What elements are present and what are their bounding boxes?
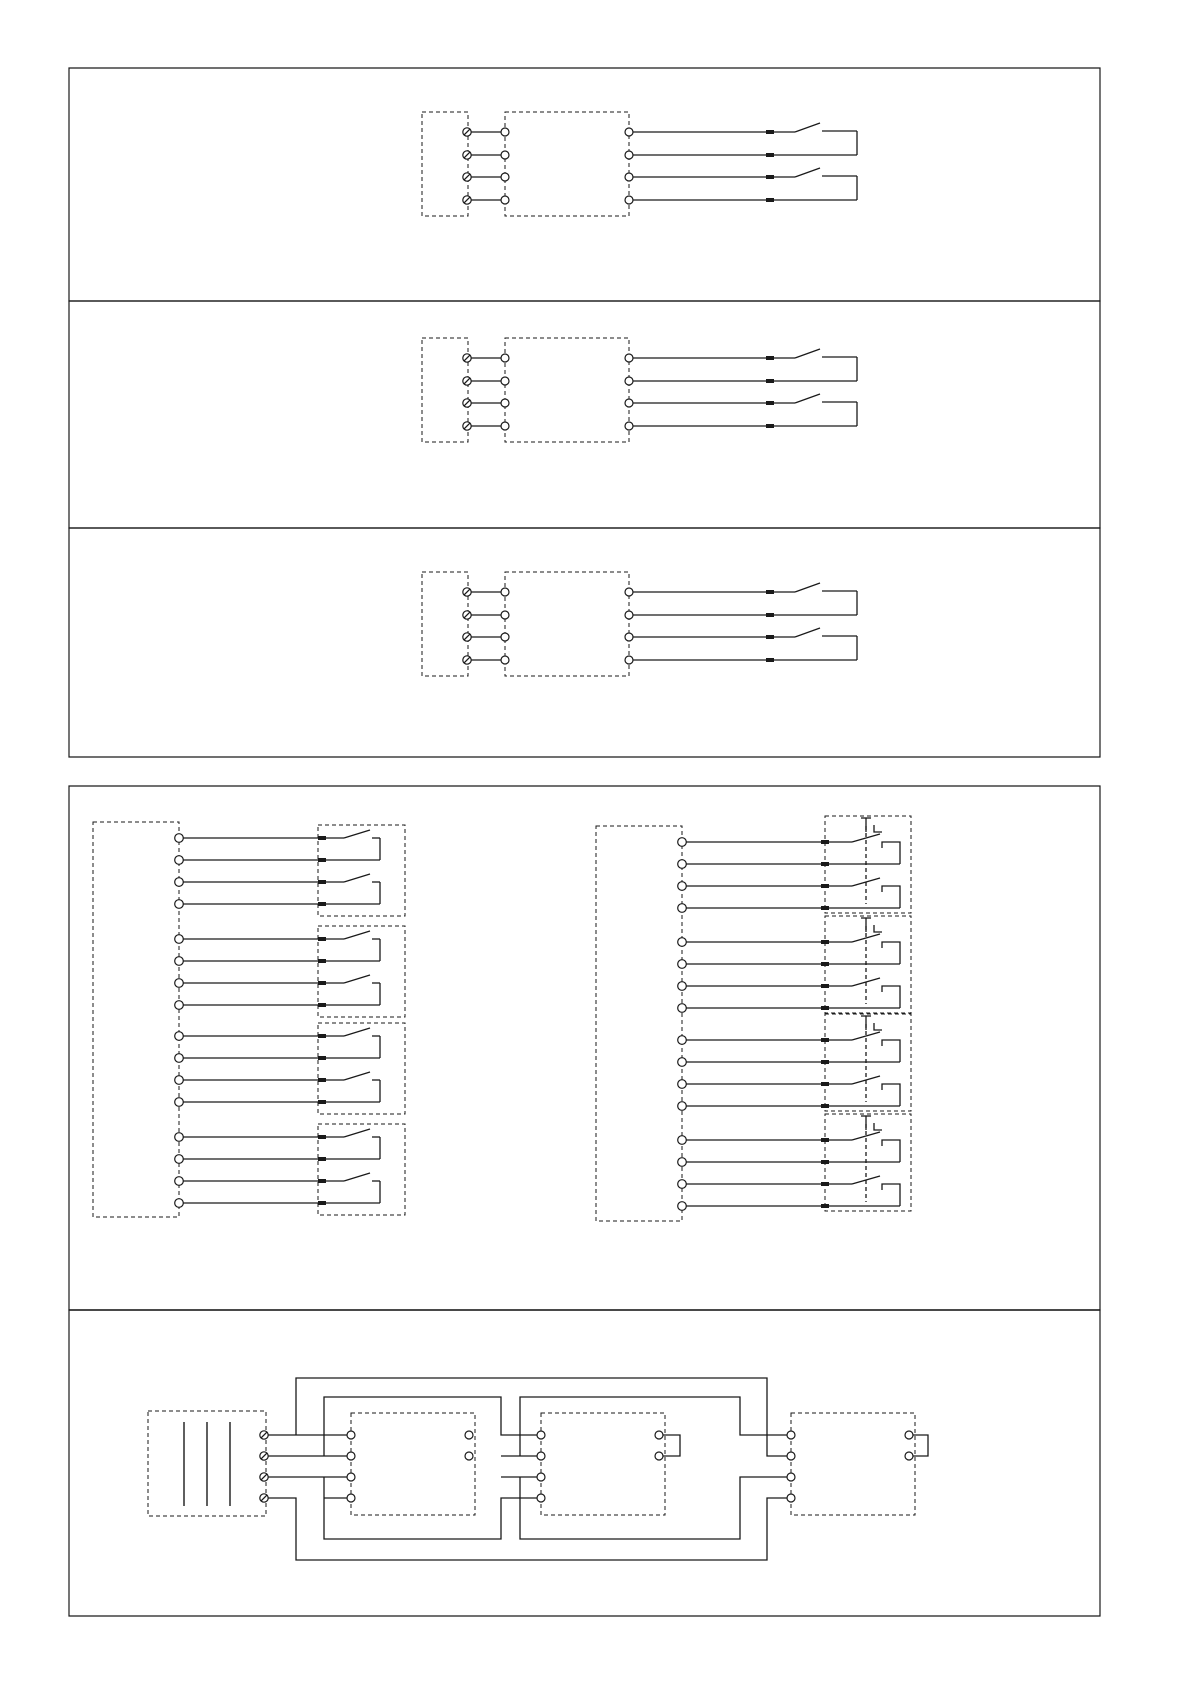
switch-contact-blade [344,1072,370,1080]
contact-group-enclosure [318,926,405,1017]
connector-block [821,840,829,844]
bus-wire-inner-top [324,1397,537,1456]
connector-block [766,130,774,134]
loop-wire [882,1084,900,1106]
module-input-terminal [787,1494,795,1502]
module-input-terminal [347,1452,355,1460]
screw-terminal [463,196,471,204]
connector-block [766,153,774,157]
switch-contact-blade [795,583,820,592]
bank-terminal [175,957,184,966]
bank-terminal [175,935,184,944]
screw-terminal [463,377,471,385]
module-input-terminal [537,1452,545,1460]
controller-input-terminal [501,196,509,204]
controller-output-terminal [625,377,633,385]
bank-terminal [175,1155,184,1164]
connector-block [766,401,774,405]
chain-module [537,1413,665,1515]
connector-block [318,836,326,840]
controller-output-terminal [625,173,633,181]
bank-terminal [678,838,687,847]
button-spring [874,825,882,832]
pushbutton-actuator [861,918,882,932]
connector-block [766,658,774,662]
pushbutton-group [678,1114,911,1211]
switch-contact-blade [344,830,370,838]
screw-terminal [463,128,471,136]
connector-block [318,858,326,862]
bank-controller-enclosure [93,822,179,1217]
switch-contact-blade [795,349,820,358]
connector-block [821,940,829,944]
bank-terminal [175,1001,184,1010]
bank-terminal [678,1136,687,1145]
terminal-strip-enclosure [422,572,468,676]
bank-terminal [678,860,687,869]
switch-contact-blade [344,874,370,882]
chain-module [787,1413,915,1515]
controller-output-terminal [625,422,633,430]
pushbutton-group [678,1014,911,1111]
loop-wire [882,942,900,964]
controller-input-terminal [501,656,509,664]
bank-terminal [678,960,687,969]
panel-5-daisy-chain [148,1378,928,1560]
screw-terminal [463,399,471,407]
module-output-terminal [655,1431,663,1439]
connector-block [766,613,774,617]
connector-block [821,1038,829,1042]
controller-output-terminal [625,196,633,204]
screw-terminal [260,1431,268,1439]
module-output-terminal [655,1452,663,1460]
connector-block [318,1100,326,1104]
screw-terminal [463,633,471,641]
bank-terminal [175,1076,184,1085]
loop-wire [882,1184,900,1206]
bus-wire-mid-top [520,1397,787,1456]
connector-block [318,1078,326,1082]
module-input-terminal [537,1431,545,1439]
panel-5-frame [69,1310,1100,1616]
pushbutton-actuator [861,818,882,832]
panel-3-controller-circuit [422,572,857,676]
screw-terminal [463,656,471,664]
connector-block [318,1201,326,1205]
connector-block [318,1056,326,1060]
end-jumper [663,1435,680,1456]
panel-1-controller-circuit [422,112,857,216]
screw-terminal [260,1452,268,1460]
pushbutton-actuator [861,1016,882,1030]
button-spring [874,925,882,932]
contact-group [175,1124,405,1215]
module-input-terminal [787,1431,795,1439]
loop-wire [882,986,900,1008]
bank-terminal [678,982,687,991]
module-input-terminal [347,1431,355,1439]
module-output-terminal [465,1431,473,1439]
bank-terminal [175,834,184,843]
panel-3-frame [69,528,1100,757]
controller-output-terminal [625,611,633,619]
module-input-terminal [347,1494,355,1502]
connector-block [318,959,326,963]
connector-block [766,635,774,639]
connector-block [821,884,829,888]
pushbutton-actuator [861,1116,882,1130]
button-spring [874,1023,882,1030]
screw-terminal [463,588,471,596]
module-enclosure [541,1413,665,1515]
button-spring [874,1123,882,1130]
controller-output-terminal [625,151,633,159]
module-input-terminal [787,1452,795,1460]
switch-contact-blade [344,1173,370,1181]
controller-enclosure [505,112,629,216]
panel-frames [69,68,1100,1616]
controller-output-terminal [625,588,633,596]
panel-1-frame [69,68,1100,301]
controller-input-terminal [501,151,509,159]
connector-block [318,1157,326,1161]
right-pushbutton-bank [596,816,911,1221]
connector-block [318,937,326,941]
bank-terminal [678,1036,687,1045]
bank-controller-enclosure [596,826,682,1221]
controller-input-terminal [501,422,509,430]
module-input-terminal [787,1473,795,1481]
screw-terminal [260,1473,268,1481]
screw-terminal [463,422,471,430]
panel-2-controller-circuit [422,338,857,442]
connector-block [766,590,774,594]
connector-block [318,1034,326,1038]
connector-block [821,906,829,910]
connector-block [318,880,326,884]
module-output-terminal [905,1431,913,1439]
connector-block [766,379,774,383]
switch-contact-blade [795,628,820,637]
bank-terminal [678,1058,687,1067]
controller-input-terminal [501,588,509,596]
bus-wire-mid-bottom [520,1477,787,1539]
panel-4-contact-banks [93,816,911,1221]
controller-input-terminal [501,399,509,407]
controller-input-terminal [501,173,509,181]
connector-block [766,175,774,179]
bank-terminal [175,1032,184,1041]
terminal-strip-enclosure [422,338,468,442]
controller-enclosure [505,338,629,442]
connector-block [821,1082,829,1086]
switch-contact-blade [795,123,820,132]
connector-block [766,198,774,202]
contact-group [175,926,405,1017]
module-input-terminal [537,1494,545,1502]
panel-4-frame [69,786,1100,1310]
bank-terminal [678,1080,687,1089]
bank-terminal [678,938,687,947]
controller-output-terminal [625,633,633,641]
left-contact-bank [93,822,405,1217]
module-output-terminal [465,1452,473,1460]
bank-terminal [175,1199,184,1208]
bank-terminal [678,904,687,913]
contact-group [175,825,405,916]
loop-wire [882,1040,900,1062]
bank-terminal [678,882,687,891]
loop-wire [882,886,900,908]
supply-unit [148,1411,268,1516]
screw-terminal [463,151,471,159]
bank-terminal [678,1202,687,1211]
bank-terminal [175,979,184,988]
bus-wire-inner-bottom [324,1477,537,1539]
controller-output-terminal [625,656,633,664]
controller-input-terminal [501,633,509,641]
module-input-terminal [537,1473,545,1481]
connector-block [821,962,829,966]
screw-terminal [260,1494,268,1502]
screw-terminal [463,173,471,181]
terminal-strip-enclosure [422,112,468,216]
bank-terminal [678,1180,687,1189]
controller-input-terminal [501,611,509,619]
connector-block [821,1104,829,1108]
connector-block [821,984,829,988]
switch-contact-blade [344,1028,370,1036]
pushbutton-group [678,816,911,913]
controller-output-terminal [625,128,633,136]
connector-block [821,862,829,866]
connector-block [766,356,774,360]
switch-contact-blade [344,1129,370,1137]
connector-block [821,1006,829,1010]
bank-terminal [678,1102,687,1111]
switch-contact-blade [344,975,370,983]
connector-block [821,1060,829,1064]
loop-wire [882,842,900,864]
controller-enclosure [505,572,629,676]
pushbutton-group [678,916,911,1013]
bank-terminal [175,1098,184,1107]
bank-terminal [175,878,184,887]
bank-terminal [175,856,184,865]
connector-block [821,1160,829,1164]
chain-module [347,1413,475,1515]
controller-input-terminal [501,354,509,362]
panel-2-frame [69,301,1100,528]
connector-block [821,1204,829,1208]
connector-block [821,1182,829,1186]
loop-wire [882,1140,900,1162]
connector-block [766,424,774,428]
controller-output-terminal [625,354,633,362]
bank-terminal [678,1158,687,1167]
connector-block [318,1003,326,1007]
contact-group-enclosure [318,825,405,916]
connector-block [318,981,326,985]
bank-terminal [175,1054,184,1063]
screw-terminal [463,354,471,362]
module-enclosure [351,1413,475,1515]
contact-group [175,1023,405,1114]
switch-contact-blade [795,168,820,177]
bank-terminal [175,1177,184,1186]
switch-contact-blade [795,394,820,403]
controller-output-terminal [625,399,633,407]
connector-block [318,1135,326,1139]
bus-wire-outer-bottom [268,1498,787,1560]
module-enclosure [791,1413,915,1515]
bank-terminal [678,1004,687,1013]
switch-contact-blade [344,931,370,939]
controller-input-terminal [501,377,509,385]
bank-terminal [175,1133,184,1142]
connector-block [318,1179,326,1183]
connector-block [318,902,326,906]
bank-terminal [175,900,184,909]
controller-input-terminal [501,128,509,136]
screw-terminal [463,611,471,619]
module-output-terminal [905,1452,913,1460]
module-input-terminal [347,1473,355,1481]
connector-block [821,1138,829,1142]
